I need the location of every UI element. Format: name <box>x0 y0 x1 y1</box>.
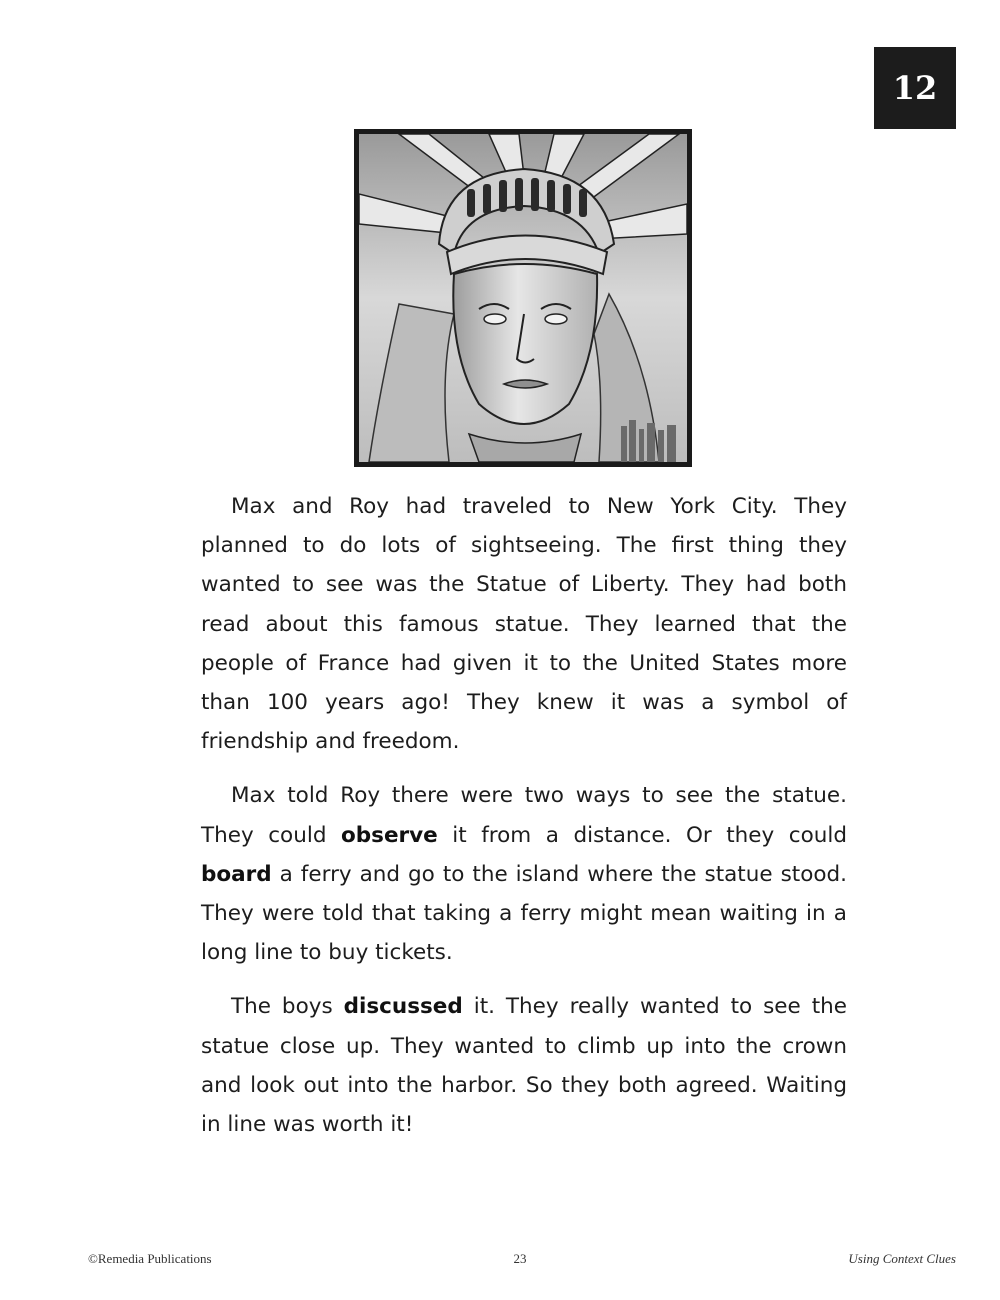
statue-of-liberty-illustration <box>354 129 692 467</box>
footer-page-number: 23 <box>513 1251 527 1266</box>
footer-publisher: ©Remedia Publications <box>88 1251 212 1266</box>
vocabulary-word: board <box>201 861 272 887</box>
vocabulary-word: discussed <box>343 994 463 1020</box>
story-text-run: Max told Roy there were two ways to see the statue. They could <box>201 783 847 848</box>
lesson-number-badge <box>874 47 956 129</box>
story-text-run: a ferry and go to the island where the statue stood. They were told that taking a ferry might mean waiting in a long line to buy tickets. <box>201 861 847 966</box>
footer-book-title: Using Context Clues <box>848 1251 956 1266</box>
story-paragraph <box>201 487 847 761</box>
lesson-number: 12 <box>892 69 938 107</box>
story-text-run: it. They really wanted to see the statue close up. They wanted to climb up into the crown and look out into the harbor. So they both agreed. Waiting in line was worth it! <box>201 994 847 1138</box>
story-paragraph <box>201 987 847 1144</box>
story-paragraph <box>201 776 847 972</box>
story-text-run: Max and Roy had traveled to New York City. They planned to do lots of sightseeing. The first thing they wanted to see was the Statue of Liberty. They had both read about this famous statue. They learned that the people of France had given it to the United States more than 100 years ago! They knew it was a symbol of friendship and freedom. <box>201 494 847 755</box>
statue-of-liberty-icon <box>359 134 687 462</box>
story-text-run: The boys <box>231 994 344 1020</box>
story-text-run: it from a distance. Or they could <box>437 822 847 848</box>
story-text <box>201 487 847 1159</box>
vocabulary-word: observe <box>341 822 438 848</box>
